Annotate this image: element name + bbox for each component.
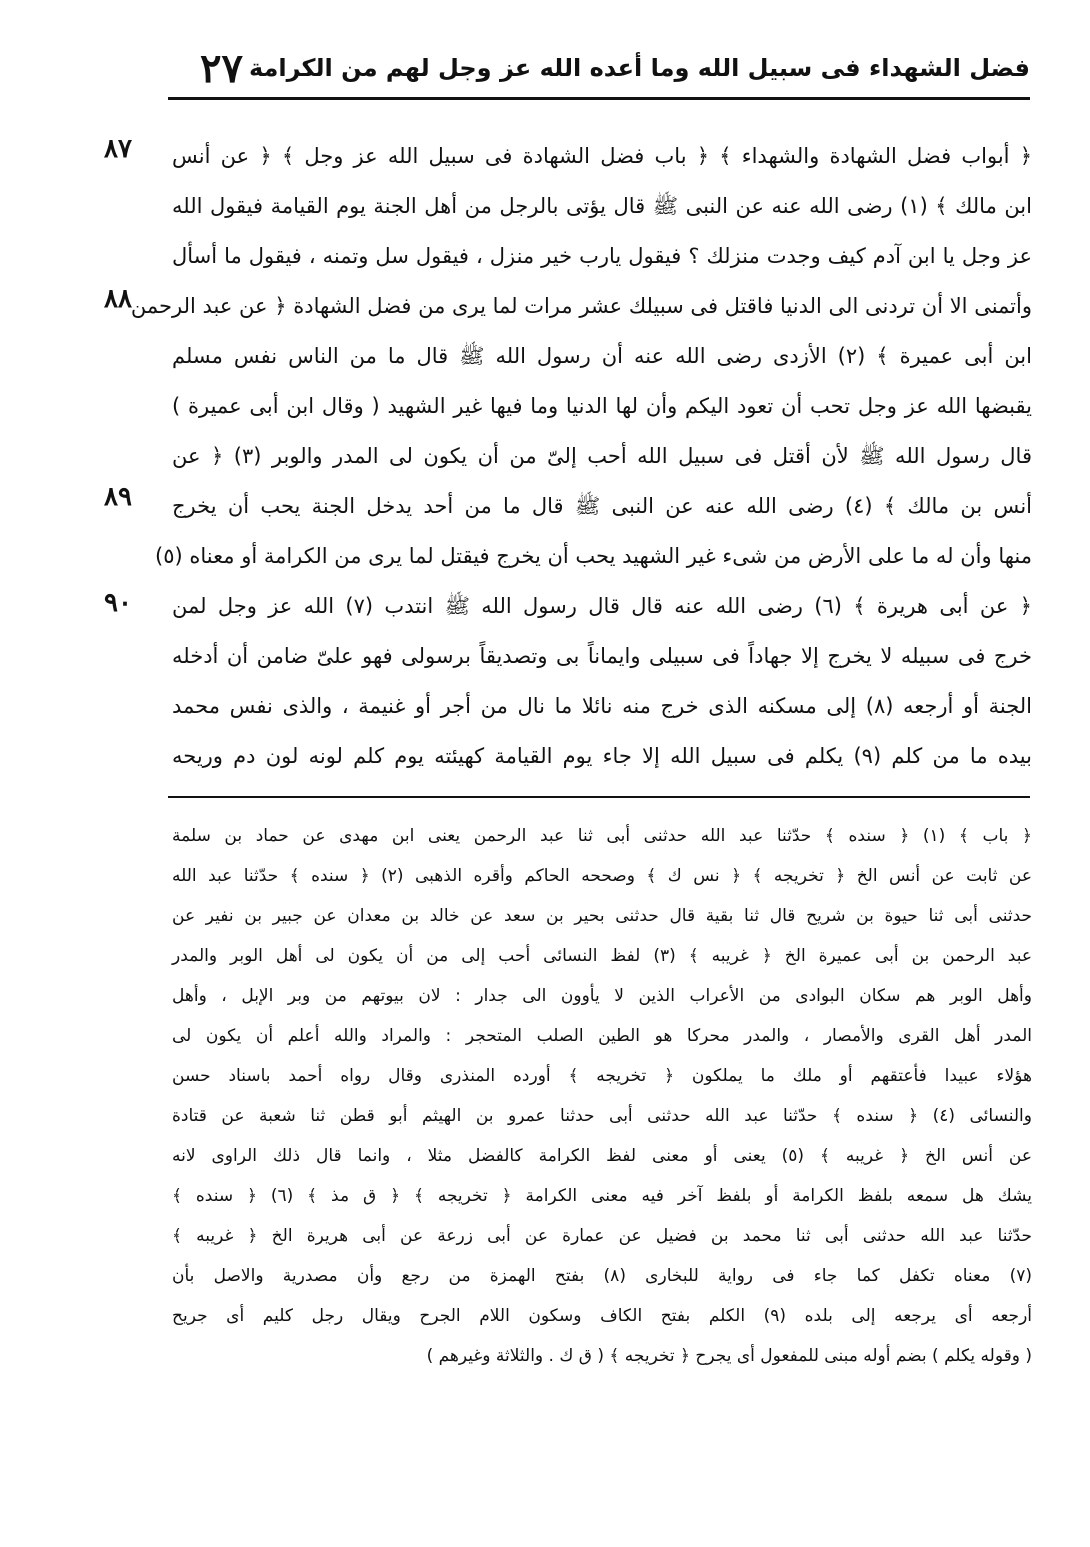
footnote-line: عبد الرحمن بن أبى عميرة الخ ﴿ غريبه ﴾ (٣) لفظ النسائى أحب إلى من أن يكون لى أهل الوبر والمدر: [172, 946, 1032, 966]
main-text-line: وأتمنى الا أن تردنى الى الدنيا فاقتل فى سبيلك عشر مرات لما يرى من فضل الشهادة ﴿ عن عبد الرحمن: [130, 294, 1032, 318]
main-text-line: ابن مالك ﴾ (١) رضى الله عنه عن النبى ﷺ قال يؤتى بالرجل من أهل الجنة يوم القيامة فيقول الله: [172, 194, 1032, 218]
footnote-line: ( وقوله يكلم ) بضم أوله مبنى للمفعول أى يجرح ﴿ تخريجه ﴾ ( ق ك . والثلاثة وغيرهم ): [426, 1346, 1032, 1366]
footnote-rule: [168, 796, 1030, 798]
footnote-line: المدر أهل القرى والأمصار ، والمدر محركا هو الطين الصلب المتحجر : والمراد والله أعلم أن يكون لى: [172, 1026, 1032, 1046]
main-text-line: خرج فى سبيله لا يخرج إلا جهاداً فى سبيلى وايماناً بى وتصديقاً برسولى فهو علىّ ضامن أن أدخله: [172, 644, 1032, 668]
main-text-line: عز وجل يا ابن آدم كيف وجدت منزلك ؟ فيقول يارب خير منزل ، فيقول سل وتمنه ، فيقول ما أسأل: [172, 244, 1032, 268]
footnote-line: عن أنس الخ ﴿ غريبه ﴾ (٥) يعنى أو معنى لفظ الكرامة كالفضل مثلا ، وانما قال ذلك الراوى لانه: [172, 1146, 1033, 1166]
footnote-line: حدّثنا عبد الله حدثنى أبى ثنا محمد بن فضيل عن عمارة عن أبى زرعة عن أبى هريرة الخ ﴿ غريبه ﴾: [172, 1226, 1032, 1246]
hadith-number: ٨٧: [104, 134, 132, 164]
header-rule: [168, 97, 1030, 100]
footnote-line: والنسائى (٤) ﴿ سنده ﴾ حدّثنا عبد الله حدثنى أبى حدثنا عمرو بن الهيثم أبو قطن ثنا شعبة عن قتادة: [172, 1106, 1032, 1126]
main-text-line: قال رسول الله ﷺ لأن أقتل فى سبيل الله أحب إلىّ من أن يكون لى المدر والوبر (٣) ﴿ عن: [172, 444, 1032, 468]
main-text-line: الجنة أو أرجعه (٨) إلى مسكنه الذى خرج منه نائلا ما نال من أجر أو غنيمة ، والذى نفس محمد: [172, 694, 1032, 718]
footnote-line: (٧) معناه تكفل كما جاء فى رواية للبخارى (٨) بفتح الهمزة من رجع وأن مصدرية والاصل بأن: [172, 1266, 1032, 1286]
footnote-line: عن ثابت عن أنس الخ ﴿ تخريجه ﴾ ﴿ نس ك ﴾ وصححه الحاكم وأقره الذهبى (٢) ﴿ سنده ﴾ حدّثنا عبد الله: [172, 866, 1032, 886]
hadith-number: ٨٩: [104, 482, 132, 512]
main-text-line: يقبضها الله عز وجل تحب أن تعود اليكم وأن لها الدنيا وما فيها غير الشهيد ( وقال ابن أبى عميرة ): [172, 394, 1032, 418]
footnote-line: وأهل الوبر هم سكان البوادى من الأعراب الذين لا يأوون الى جدار : لان بيوتهم من وبر الإبل ، وأهل: [172, 986, 1032, 1006]
footnote-line: حدثنى أبى ثنا حيوة بن شريح قال ثنا بقية قال حدثنى بحير بن سعد عن خالد بن معدان عن جبير بن نفير عن: [172, 906, 1032, 926]
hadith-number: ٨٨: [104, 284, 132, 314]
main-text-line: بيده ما من كلم (٩) يكلم فى سبيل الله إلا جاء يوم القيامة كهيئته يوم كلم لونه لون دم وريحه: [172, 744, 1032, 768]
main-text-line: ﴿ أبواب فضل الشهادة والشهداء ﴾ ﴿ باب فضل الشهادة فى سبيل الله عز وجل ﴾ ﴿ عن أنس: [172, 144, 1032, 168]
main-text-line: أنس بن مالك ﴾ (٤) رضى الله عنه عن النبى ﷺ قال ما من أحد يدخل الجنة يحب أن يخرج: [172, 494, 1032, 518]
main-text-line: ﴿ عن أبى هريرة ﴾ (٦) رضى الله عنه قال قال رسول الله ﷺ انتدب (٧) الله عز وجل لمن: [172, 594, 1032, 618]
main-text-line: منها وأن له ما على الأرض من شىء غير الشهيد يحب أن يخرج فيقتل لما يرى من الكرامة أو معناه (٥): [155, 544, 1032, 568]
footnote-line: أرجعه أى يرجعه إلى بلده (٩) الكلم بفتح الكاف وسكون اللام الجرح ويقال رجل كليم أى جريح: [172, 1306, 1032, 1326]
hadith-number: ٩٠: [104, 588, 132, 618]
main-text-line: ابن أبى عميرة ﴾ (٢) الأزدى رضى الله عنه أن رسول الله ﷺ قال ما من الناس نفس مسلم: [172, 344, 1032, 368]
page-header: [170, 44, 1030, 100]
page-number: ٢٧: [200, 45, 243, 92]
footnote-line: هؤلاء عبيدا فأعتقهم أو ملك ما يملكون ﴿ تخريجه ﴾ أورده المنذرى وقال رواه أحمد باسناد حسن: [172, 1066, 1032, 1086]
footnote-line: يشك هل سمعه بلفظ الكرامة أو بلفظ آخر فيه معنى الكرامة ﴿ تخريجه ﴾ ﴿ ق مذ ﴾ (٦) ﴿ سنده ﴾: [172, 1186, 1032, 1206]
running-title: فضل الشهداء فى سبيل الله وما أعده الله عز وجل لهم من الكرامة: [248, 54, 1030, 82]
footnote-line: ﴿ باب ﴾ (١) ﴿ سنده ﴾ حدّثنا عبد الله حدثنى أبى ثنا عبد الرحمن يعنى ابن مهدى عن حماد بن سلمة: [172, 826, 1032, 846]
